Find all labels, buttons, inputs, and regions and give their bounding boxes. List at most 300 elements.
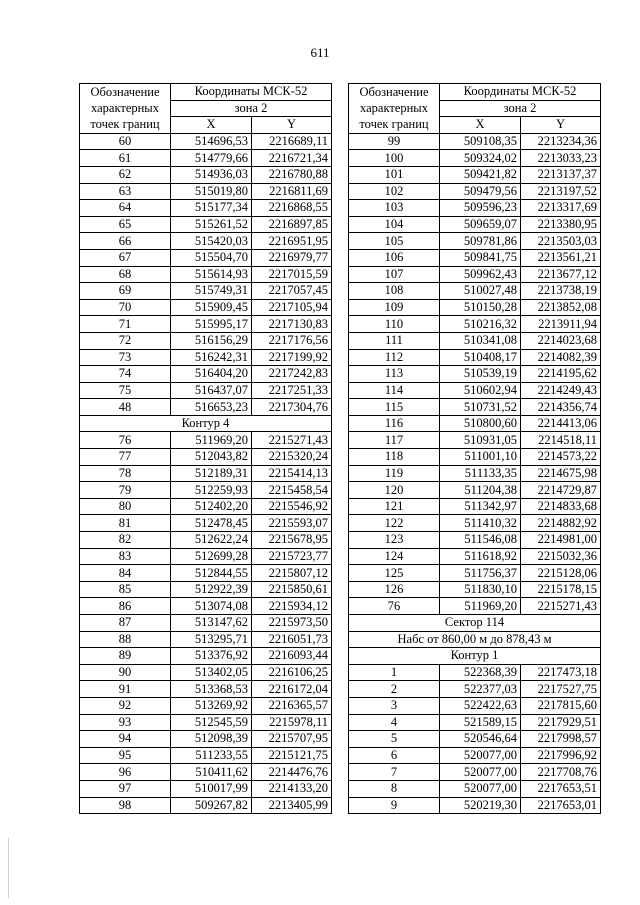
column-y-header: Y: [252, 117, 332, 134]
table-row: [80, 183, 332, 200]
point-number: 1: [349, 664, 440, 681]
coord-y: 2215850,61: [252, 581, 332, 598]
coord-x: 511756,37: [440, 565, 521, 582]
coord-y: 2213137,37: [521, 166, 601, 183]
coord-y: 2216811,69: [252, 183, 332, 200]
coord-y: 2216365,57: [252, 697, 332, 714]
coord-y: 2216951,95: [252, 233, 332, 250]
point-number: 5: [349, 731, 440, 748]
point-number: 60: [80, 133, 171, 150]
coord-y: 2214249,43: [521, 382, 601, 399]
table-row: [80, 515, 332, 532]
point-number: 125: [349, 565, 440, 582]
coord-y: 2217242,83: [252, 366, 332, 383]
point-number: 78: [80, 465, 171, 482]
point-number: 122: [349, 515, 440, 532]
coord-y: 2214729,87: [521, 482, 601, 499]
sector-row: [349, 615, 601, 632]
coord-x: 512259,93: [171, 482, 252, 499]
point-number: 106: [349, 249, 440, 266]
coord-x: 511133,35: [440, 465, 521, 482]
coord-y: 2214675,98: [521, 465, 601, 482]
table-row: [349, 266, 601, 283]
point-number: 68: [80, 266, 171, 283]
height-row: [349, 631, 601, 648]
table-row: [349, 166, 601, 183]
point-number: 76: [80, 432, 171, 449]
coord-x: 510027,48: [440, 283, 521, 300]
coord-x: 510931,05: [440, 432, 521, 449]
table-row: [349, 565, 601, 582]
coord-x: 513269,92: [171, 697, 252, 714]
coord-y: 2213503,03: [521, 233, 601, 250]
coord-y: 2217199,92: [252, 349, 332, 366]
coord-x: 522368,39: [440, 664, 521, 681]
coord-x: 512478,45: [171, 515, 252, 532]
contour-label: Контур 1: [349, 648, 601, 665]
point-number: 110: [349, 316, 440, 333]
table-row: [80, 565, 332, 582]
coord-y: 2214573,22: [521, 449, 601, 466]
coords-title-line2: зона 2: [440, 100, 601, 117]
table-row: [349, 233, 601, 250]
table-row: [80, 266, 332, 283]
coord-y: 2217304,76: [252, 399, 332, 416]
coord-y: 2215593,07: [252, 515, 332, 532]
coord-y: 2216689,11: [252, 133, 332, 150]
table-row: [80, 366, 332, 383]
point-number: 72: [80, 332, 171, 349]
coord-y: 2213852,08: [521, 299, 601, 316]
table-row: [349, 681, 601, 698]
coord-y: 2217653,01: [521, 797, 601, 814]
point-number: 2: [349, 681, 440, 698]
coord-y: 2216721,34: [252, 150, 332, 167]
coord-x: 513376,92: [171, 648, 252, 665]
header-row: [80, 84, 332, 101]
coordinates-table-right: [348, 83, 601, 814]
coord-y: 2215121,75: [252, 747, 332, 764]
point-number: 76: [349, 598, 440, 615]
point-number: 102: [349, 183, 440, 200]
point-number: 69: [80, 283, 171, 300]
table-row: [349, 465, 601, 482]
height-range-label: Набс от 860,00 м до 878,43 м: [349, 631, 601, 648]
point-number: 80: [80, 498, 171, 515]
coord-x: 512189,31: [171, 465, 252, 482]
point-number: 87: [80, 615, 171, 632]
point-number: 96: [80, 764, 171, 781]
coord-x: 509962,43: [440, 266, 521, 283]
coord-x: 510341,08: [440, 332, 521, 349]
point-number: 104: [349, 216, 440, 233]
coord-y: 2217015,59: [252, 266, 332, 283]
coord-y: 2215546,92: [252, 498, 332, 515]
point-number: 70: [80, 299, 171, 316]
coord-y: 2214082,39: [521, 349, 601, 366]
coord-y: 2217996,92: [521, 747, 601, 764]
point-number: 7: [349, 764, 440, 781]
coord-y: 2217929,51: [521, 714, 601, 731]
table-body-right: [349, 84, 601, 814]
point-number: 83: [80, 548, 171, 565]
coord-x: 513402,05: [171, 664, 252, 681]
table-row: [80, 482, 332, 499]
table-row: [349, 133, 601, 150]
table-row: [349, 415, 601, 432]
table-row: [349, 532, 601, 549]
table-row: [80, 382, 332, 399]
table-row: [349, 349, 601, 366]
table-row: [80, 681, 332, 698]
table-row: [349, 449, 601, 466]
coord-x: 510216,32: [440, 316, 521, 333]
point-number: 79: [80, 482, 171, 499]
table-row: [349, 498, 601, 515]
coord-y: 2215178,15: [521, 581, 601, 598]
coord-y: 2217815,60: [521, 697, 601, 714]
point-number: 9: [349, 797, 440, 814]
table-row: [80, 714, 332, 731]
point-number: 74: [80, 366, 171, 383]
coord-y: 2217130,83: [252, 316, 332, 333]
coord-x: 516156,29: [171, 332, 252, 349]
table-row: [80, 615, 332, 632]
coord-x: 511830,10: [440, 581, 521, 598]
coord-y: 2216051,73: [252, 631, 332, 648]
point-number: 111: [349, 332, 440, 349]
coord-y: 2215128,06: [521, 565, 601, 582]
coord-y: 2214518,11: [521, 432, 601, 449]
coord-y: 2213317,69: [521, 200, 601, 217]
table-body-left: [80, 84, 332, 814]
coord-y: 2217473,18: [521, 664, 601, 681]
coord-x: 511233,55: [171, 747, 252, 764]
table-row: [349, 548, 601, 565]
table-row: [80, 166, 332, 183]
coord-x: 514936,03: [171, 166, 252, 183]
point-number: 88: [80, 631, 171, 648]
column-y-header: Y: [521, 117, 601, 134]
coord-x: 515614,93: [171, 266, 252, 283]
coord-y: 2215032,36: [521, 548, 601, 565]
point-number: 119: [349, 465, 440, 482]
table-row: [80, 581, 332, 598]
table-row: [80, 399, 332, 416]
point-number: 124: [349, 548, 440, 565]
coord-x: 511969,20: [440, 598, 521, 615]
coord-x: 520219,30: [440, 797, 521, 814]
coord-x: 509324,02: [440, 150, 521, 167]
point-number: 8: [349, 780, 440, 797]
coord-x: 509479,56: [440, 183, 521, 200]
coord-x: 514779,66: [171, 150, 252, 167]
point-number: 93: [80, 714, 171, 731]
scan-margin-line: [8, 838, 9, 898]
coord-x: 512545,59: [171, 714, 252, 731]
table-row: [349, 299, 601, 316]
coord-y: 2213738,19: [521, 283, 601, 300]
table-row: [349, 515, 601, 532]
coord-y: 2216093,44: [252, 648, 332, 665]
coord-x: 511204,38: [440, 482, 521, 499]
coord-y: 2217057,45: [252, 283, 332, 300]
table-row: [349, 731, 601, 748]
point-number: 86: [80, 598, 171, 615]
coord-x: 511342,97: [440, 498, 521, 515]
point-number: 82: [80, 532, 171, 549]
table-row: [80, 532, 332, 549]
table-row: [349, 598, 601, 615]
coord-y: 2213234,36: [521, 133, 601, 150]
table-row: [80, 316, 332, 333]
point-number: 67: [80, 249, 171, 266]
coords-title-line1: Координаты МСК-52: [440, 84, 601, 101]
table-row: [349, 332, 601, 349]
table-row: [80, 216, 332, 233]
coord-y: 2214981,00: [521, 532, 601, 549]
coord-y: 2215978,11: [252, 714, 332, 731]
coord-x: 513074,08: [171, 598, 252, 615]
coord-x: 520546,64: [440, 731, 521, 748]
coord-x: 509841,75: [440, 249, 521, 266]
coord-x: 515420,03: [171, 233, 252, 250]
table-row: [80, 648, 332, 665]
coord-y: 2213405,99: [252, 797, 332, 814]
point-number: 89: [80, 648, 171, 665]
coord-y: 2214882,92: [521, 515, 601, 532]
coord-x: 520077,00: [440, 747, 521, 764]
coord-x: 513368,53: [171, 681, 252, 698]
point-number: 66: [80, 233, 171, 250]
point-number: 92: [80, 697, 171, 714]
coord-x: 512098,39: [171, 731, 252, 748]
coord-y: 2213561,21: [521, 249, 601, 266]
coords-title-line2: зона 2: [171, 100, 332, 117]
point-number: 100: [349, 150, 440, 167]
coord-x: 511618,92: [440, 548, 521, 565]
coord-x: 512043,82: [171, 449, 252, 466]
coord-x: 509108,35: [440, 133, 521, 150]
coord-y: 2216868,55: [252, 200, 332, 217]
coord-x: 510150,28: [440, 299, 521, 316]
section-row: [80, 415, 332, 432]
coord-x: 522377,03: [440, 681, 521, 698]
point-number: 95: [80, 747, 171, 764]
coord-y: 2215271,43: [521, 598, 601, 615]
coord-x: 509659,07: [440, 216, 521, 233]
table-row: [349, 482, 601, 499]
coord-x: 509596,23: [440, 200, 521, 217]
coord-x: 521589,15: [440, 714, 521, 731]
coord-y: 2217653,51: [521, 780, 601, 797]
table-row: [349, 382, 601, 399]
coord-x: 515504,70: [171, 249, 252, 266]
coord-y: 2217527,75: [521, 681, 601, 698]
point-number: 114: [349, 382, 440, 399]
table-row: [80, 133, 332, 150]
table-row: [80, 150, 332, 167]
point-number: 71: [80, 316, 171, 333]
coord-x: 510017,99: [171, 780, 252, 797]
column-x-header: X: [440, 117, 521, 134]
coord-y: 2214833,68: [521, 498, 601, 515]
point-number: 115: [349, 399, 440, 416]
table-row: [349, 316, 601, 333]
table-row: [80, 283, 332, 300]
coord-x: 510408,17: [440, 349, 521, 366]
coord-x: 512402,20: [171, 498, 252, 515]
coord-y: 2215414,13: [252, 465, 332, 482]
coord-y: 2215723,77: [252, 548, 332, 565]
coord-x: 509421,82: [440, 166, 521, 183]
coord-x: 512844,55: [171, 565, 252, 582]
coord-x: 510800,60: [440, 415, 521, 432]
header-row: [349, 84, 601, 101]
point-number: 48: [80, 399, 171, 416]
point-number: 116: [349, 415, 440, 432]
point-number: 98: [80, 797, 171, 814]
table-row: [349, 399, 601, 416]
coord-y: 2216897,85: [252, 216, 332, 233]
coord-x: 510731,52: [440, 399, 521, 416]
coord-x: 516437,07: [171, 382, 252, 399]
coord-y: 2216172,04: [252, 681, 332, 698]
coords-title-line1: Координаты МСК-52: [171, 84, 332, 101]
table-row: [80, 697, 332, 714]
coord-y: 2214476,76: [252, 764, 332, 781]
table-row: [349, 283, 601, 300]
table-row: [349, 797, 601, 814]
table-row: [80, 797, 332, 814]
table-row: [349, 150, 601, 167]
table-row: [349, 780, 601, 797]
coord-y: 2215678,95: [252, 532, 332, 549]
coord-y: 2213033,23: [521, 150, 601, 167]
table-row: [349, 581, 601, 598]
table-row: [349, 664, 601, 681]
point-number: 113: [349, 366, 440, 383]
coord-x: 510411,62: [171, 764, 252, 781]
table-row: [80, 200, 332, 217]
table-row: [349, 183, 601, 200]
point-number: 64: [80, 200, 171, 217]
coord-y: 2217176,56: [252, 332, 332, 349]
coord-y: 2215934,12: [252, 598, 332, 615]
coord-y: 2214356,74: [521, 399, 601, 416]
table-row: [80, 498, 332, 515]
coord-y: 2214133,20: [252, 780, 332, 797]
coord-y: 2215707,95: [252, 731, 332, 748]
coord-y: 2216979,77: [252, 249, 332, 266]
coord-y: 2217998,57: [521, 731, 601, 748]
point-number: 62: [80, 166, 171, 183]
point-number: 73: [80, 349, 171, 366]
coord-y: 2213380,95: [521, 216, 601, 233]
table-row: [80, 249, 332, 266]
coord-x: 512622,24: [171, 532, 252, 549]
coord-x: 515177,34: [171, 200, 252, 217]
coord-y: 2213677,12: [521, 266, 601, 283]
coord-x: 511410,32: [440, 515, 521, 532]
point-number: 117: [349, 432, 440, 449]
coord-x: 510602,94: [440, 382, 521, 399]
coord-x: 520077,00: [440, 764, 521, 781]
coord-x: 510539,19: [440, 366, 521, 383]
coord-x: 513295,71: [171, 631, 252, 648]
coord-y: 2213911,94: [521, 316, 601, 333]
coord-y: 2215271,43: [252, 432, 332, 449]
point-number: 81: [80, 515, 171, 532]
table-row: [349, 200, 601, 217]
table-row: [80, 233, 332, 250]
coord-x: 513147,62: [171, 615, 252, 632]
coord-y: 2215807,12: [252, 565, 332, 582]
coord-y: 2217105,94: [252, 299, 332, 316]
contour-row: [349, 648, 601, 665]
point-number: 108: [349, 283, 440, 300]
point-number: 90: [80, 664, 171, 681]
coord-y: 2214413,06: [521, 415, 601, 432]
coord-x: 511546,08: [440, 532, 521, 549]
column-x-header: X: [171, 117, 252, 134]
coord-x: 516653,23: [171, 399, 252, 416]
point-number: 107: [349, 266, 440, 283]
table-row: [80, 598, 332, 615]
point-number: 63: [80, 183, 171, 200]
coord-x: 509781,86: [440, 233, 521, 250]
table-row: [80, 349, 332, 366]
point-number: 97: [80, 780, 171, 797]
point-number: 65: [80, 216, 171, 233]
coord-y: 2214023,68: [521, 332, 601, 349]
point-number: 94: [80, 731, 171, 748]
table-row: [349, 764, 601, 781]
table-row: [80, 332, 332, 349]
point-number: 6: [349, 747, 440, 764]
coord-x: 515749,31: [171, 283, 252, 300]
coord-x: 514696,53: [171, 133, 252, 150]
coord-y: 2216106,25: [252, 664, 332, 681]
point-number: 4: [349, 714, 440, 731]
table-row: [349, 249, 601, 266]
coord-y: 2215973,50: [252, 615, 332, 632]
coord-x: 509267,82: [171, 797, 252, 814]
table-row: [349, 697, 601, 714]
point-number: 109: [349, 299, 440, 316]
coord-y: 2217251,33: [252, 382, 332, 399]
point-number: 99: [349, 133, 440, 150]
table-row: [349, 747, 601, 764]
point-number: 126: [349, 581, 440, 598]
point-number: 84: [80, 565, 171, 582]
table-row: [80, 631, 332, 648]
designation-header: Обозначение характерных точек границ: [80, 84, 171, 134]
point-number: 85: [80, 581, 171, 598]
contour-label: Контур 4: [80, 415, 332, 432]
point-number: 112: [349, 349, 440, 366]
table-row: [80, 780, 332, 797]
point-number: 118: [349, 449, 440, 466]
point-number: 105: [349, 233, 440, 250]
coordinates-table-left: [79, 83, 332, 814]
coord-y: 2213197,52: [521, 183, 601, 200]
point-number: 91: [80, 681, 171, 698]
coord-x: 515995,17: [171, 316, 252, 333]
coord-x: 516242,31: [171, 349, 252, 366]
table-row: [80, 449, 332, 466]
table-row: [349, 216, 601, 233]
